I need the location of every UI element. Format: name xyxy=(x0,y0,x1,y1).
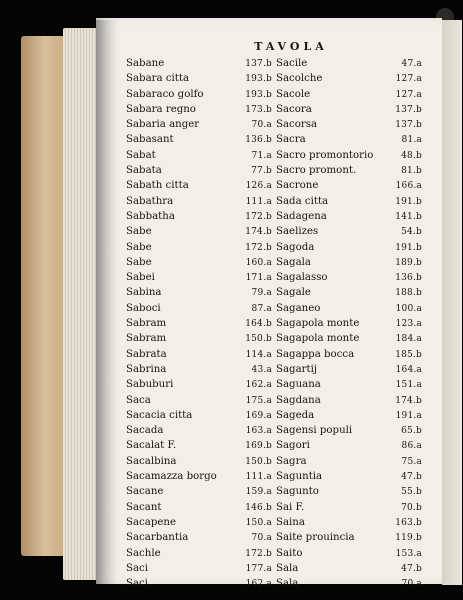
left-index-column xyxy=(126,56,276,591)
entry-name: Saite prouincia xyxy=(276,532,355,544)
index-entry xyxy=(126,438,276,453)
entry-name: Sabram xyxy=(126,318,167,330)
entry-name: Sagartij xyxy=(276,363,318,375)
entry-name: Sacane xyxy=(126,486,164,498)
entry-reference: 87.a xyxy=(251,303,272,314)
entry-reference: 119.b xyxy=(395,533,422,544)
entry-name: Saca xyxy=(126,394,151,406)
index-entry xyxy=(126,178,276,193)
entry-reference: 153.a xyxy=(395,548,422,559)
entry-name: Sagale xyxy=(276,287,311,299)
entry-reference: 159.a xyxy=(245,487,272,498)
entry-name: Sacile xyxy=(276,58,308,69)
entry-name: Sacalat F. xyxy=(126,440,177,452)
entry-name: Saito xyxy=(276,547,303,559)
index-entry xyxy=(276,178,426,193)
entry-name: Sabathra xyxy=(126,195,174,207)
index-entry xyxy=(276,423,426,438)
index-entry xyxy=(126,209,276,224)
entry-name: Saci xyxy=(126,562,149,574)
entry-reference: 151.a xyxy=(395,380,422,391)
entry-reference: 43.a xyxy=(251,364,272,375)
index-entry xyxy=(276,316,426,331)
index-entry xyxy=(276,530,426,545)
entry-name: Sagalasso xyxy=(276,272,328,284)
index-entry xyxy=(126,408,276,423)
index-entry xyxy=(126,148,276,163)
entry-reference: 123.a xyxy=(395,319,422,330)
entry-name: Sacamazza borgo xyxy=(126,471,217,483)
entry-reference: 65.b xyxy=(401,426,422,437)
entry-reference: 193.b xyxy=(245,74,272,85)
index-entry xyxy=(126,530,276,545)
entry-reference: 137.b xyxy=(245,59,272,69)
entry-name: Sagunto xyxy=(276,486,319,498)
running-head: TAVOLA xyxy=(254,40,328,53)
entry-name: Saguana xyxy=(276,379,321,391)
entry-reference: 162.a xyxy=(245,380,272,391)
entry-reference: 164.b xyxy=(245,319,272,330)
index-entry xyxy=(126,331,276,346)
entry-name: Sagapola monte xyxy=(276,318,360,330)
index-entry xyxy=(126,240,276,255)
index-entry xyxy=(276,285,426,300)
index-entry xyxy=(126,87,276,102)
entry-reference: 193.b xyxy=(245,89,272,100)
next-page-edge xyxy=(442,20,462,585)
entry-reference: 114.a xyxy=(245,349,272,360)
entry-reference: 127.a xyxy=(395,89,422,100)
entry-name: Saelizes xyxy=(276,226,319,238)
entry-reference: 188.b xyxy=(395,288,422,299)
index-entry xyxy=(126,423,276,438)
index-entry xyxy=(126,546,276,561)
entry-reference: 111.a xyxy=(245,472,272,483)
index-entry xyxy=(126,163,276,178)
entry-reference: 81.b xyxy=(401,166,422,177)
entry-name: Sabrina xyxy=(126,363,167,375)
index-entry xyxy=(276,347,426,362)
entry-reference: 171.a xyxy=(245,273,272,284)
entry-reference: 71.a xyxy=(251,150,272,161)
entry-name: Sagensi populi xyxy=(276,425,353,437)
entry-reference: 185.b xyxy=(395,349,422,360)
index-entry xyxy=(126,500,276,515)
entry-name: Sai F. xyxy=(276,501,305,513)
entry-name: Sabasant xyxy=(126,134,174,146)
entry-name: Sabat xyxy=(126,149,156,161)
entry-name: Sacant xyxy=(126,501,162,513)
entry-name: Sabath citta xyxy=(126,180,189,192)
entry-name: Sacalbina xyxy=(126,455,177,467)
index-entry xyxy=(276,362,426,377)
entry-name: Sabei xyxy=(126,272,155,284)
entry-name: Sabrata xyxy=(126,348,167,360)
entry-reference: 169.b xyxy=(245,441,272,452)
entry-name: Saboci xyxy=(126,302,161,314)
index-entry xyxy=(276,331,426,346)
entry-name: Saci xyxy=(126,578,149,590)
entry-name: Sagappa bocca xyxy=(276,348,355,360)
entry-name: Saguntia xyxy=(276,471,323,483)
entry-reference: 150.b xyxy=(245,456,272,467)
entry-reference: 172.b xyxy=(245,211,272,222)
index-entry xyxy=(126,194,276,209)
entry-reference: 126.a xyxy=(245,181,272,192)
entry-name: Sagdana xyxy=(276,394,321,406)
entry-reference: 141.b xyxy=(395,211,422,222)
entry-reference: 47.b xyxy=(401,563,422,574)
index-entry xyxy=(126,576,276,591)
index-entry xyxy=(126,393,276,408)
entry-name: Sala xyxy=(276,562,299,574)
entry-reference: 136.b xyxy=(395,273,422,284)
index-entry xyxy=(126,484,276,499)
entry-reference: 47.a xyxy=(401,59,422,69)
entry-name: Sabuburi xyxy=(126,379,174,391)
entry-reference: 160.a xyxy=(245,257,272,268)
entry-reference: 111.a xyxy=(245,196,272,207)
index-entry xyxy=(126,561,276,576)
entry-name: Sabane xyxy=(126,58,165,69)
entry-reference: 86.a xyxy=(401,441,422,452)
entry-reference: 77.b xyxy=(251,166,272,177)
index-entry xyxy=(276,301,426,316)
entry-name: Sacora xyxy=(276,103,312,115)
entry-reference: 174.b xyxy=(245,227,272,238)
entry-name: Sachle xyxy=(126,547,161,559)
right-index-column xyxy=(276,56,426,591)
index-entry xyxy=(276,500,426,515)
index-entry xyxy=(126,102,276,117)
entry-reference: 136.b xyxy=(245,135,272,146)
entry-reference: 177.a xyxy=(245,563,272,574)
entry-name: Sabara citta xyxy=(126,73,190,85)
index-entry xyxy=(276,194,426,209)
index-entry xyxy=(276,117,426,132)
index-entry xyxy=(126,469,276,484)
entry-name: Sabata xyxy=(126,165,162,177)
entry-reference: 81.a xyxy=(401,135,422,146)
entry-reference: 146.b xyxy=(245,502,272,513)
index-entry xyxy=(276,408,426,423)
entry-name: Sabe xyxy=(126,226,152,238)
entry-reference: 184.a xyxy=(395,334,422,345)
entry-reference: 150.a xyxy=(245,517,272,528)
entry-name: Sala xyxy=(276,578,299,590)
entry-name: Sagra xyxy=(276,455,307,467)
entry-name: Sacapene xyxy=(126,516,176,528)
index-entry xyxy=(276,484,426,499)
entry-reference: 173.b xyxy=(245,104,272,115)
entry-name: Sagori xyxy=(276,440,310,452)
entry-reference: 100.a xyxy=(395,303,422,314)
entry-reference: 172.b xyxy=(245,548,272,559)
index-entry xyxy=(276,240,426,255)
index-entry xyxy=(276,576,426,591)
index-entry xyxy=(126,270,276,285)
entry-name: Sacarbantia xyxy=(126,532,189,544)
entry-name: Sacolche xyxy=(276,73,323,85)
entry-name: Sageda xyxy=(276,409,315,421)
entry-reference: 127.a xyxy=(395,74,422,85)
entry-reference: 166.a xyxy=(395,181,422,192)
index-entry xyxy=(126,301,276,316)
entry-name: Sada citta xyxy=(276,195,329,207)
entry-reference: 169.a xyxy=(245,410,272,421)
entry-reference: 55.b xyxy=(401,487,422,498)
entry-reference: 162.a xyxy=(245,579,272,590)
entry-name: Sabina xyxy=(126,287,162,299)
index-entry xyxy=(276,87,426,102)
index-entry xyxy=(276,255,426,270)
entry-reference: 163.a xyxy=(245,426,272,437)
index-entry xyxy=(126,347,276,362)
entry-name: Saina xyxy=(276,516,305,528)
entry-reference: 191.a xyxy=(395,410,422,421)
entry-name: Sacacia citta xyxy=(126,409,193,421)
entry-reference: 70.a xyxy=(251,120,272,131)
entry-reference: 175.a xyxy=(245,395,272,406)
index-entry xyxy=(126,255,276,270)
entry-name: Sacro promontorio xyxy=(276,149,374,161)
index-entry xyxy=(276,163,426,178)
index-entry xyxy=(276,56,426,71)
entry-reference: 48.b xyxy=(401,150,422,161)
index-entry xyxy=(276,438,426,453)
index-entry xyxy=(126,285,276,300)
entry-reference: 70.a xyxy=(401,579,422,590)
entry-reference: 172.b xyxy=(245,242,272,253)
entry-name: Sagapola monte xyxy=(276,333,360,345)
index-entry xyxy=(276,561,426,576)
index-entry xyxy=(126,132,276,147)
index-entry xyxy=(276,393,426,408)
entry-reference: 137.b xyxy=(395,104,422,115)
index-entry xyxy=(276,469,426,484)
index-entry xyxy=(126,224,276,239)
index-entry xyxy=(276,270,426,285)
entry-name: Sacrone xyxy=(276,180,319,192)
index-entry xyxy=(126,377,276,392)
entry-reference: 54.b xyxy=(401,227,422,238)
spine-shadow xyxy=(96,20,118,585)
index-page xyxy=(96,18,442,590)
entry-name: Sacra xyxy=(276,134,306,146)
entry-name: Sacole xyxy=(276,88,311,100)
entry-reference: 174.b xyxy=(395,395,422,406)
entry-name: Sadagena xyxy=(276,210,327,222)
entry-name: Sabbatha xyxy=(126,210,175,222)
entry-name: Sacorsa xyxy=(276,119,318,131)
entry-name: Sagala xyxy=(276,256,311,268)
index-columns xyxy=(118,56,428,590)
index-entry xyxy=(276,515,426,530)
entry-reference: 47.b xyxy=(401,472,422,483)
entry-reference: 70.a xyxy=(251,533,272,544)
index-entry xyxy=(276,209,426,224)
entry-reference: 163.b xyxy=(395,517,422,528)
entry-reference: 137.b xyxy=(395,120,422,131)
entry-reference: 164.a xyxy=(395,364,422,375)
index-entry xyxy=(126,117,276,132)
entry-name: Sagoda xyxy=(276,241,315,253)
index-entry xyxy=(276,148,426,163)
index-entry xyxy=(276,377,426,392)
index-entry xyxy=(276,71,426,86)
entry-name: Sabaria anger xyxy=(126,119,200,131)
index-entry xyxy=(276,546,426,561)
entry-reference: 70.b xyxy=(401,502,422,513)
entry-name: Sacada xyxy=(126,425,164,437)
index-entry xyxy=(276,454,426,469)
entry-reference: 189.b xyxy=(395,257,422,268)
entry-name: Sabaraco golfo xyxy=(126,88,204,100)
index-entry xyxy=(276,102,426,117)
entry-reference: 79.a xyxy=(251,288,272,299)
index-entry xyxy=(276,224,426,239)
index-entry xyxy=(126,316,276,331)
entry-reference: 191.b xyxy=(395,196,422,207)
entry-name: Saganeo xyxy=(276,302,321,314)
index-entry xyxy=(126,454,276,469)
entry-name: Sacro promont. xyxy=(276,165,357,177)
index-entry xyxy=(126,362,276,377)
index-entry xyxy=(126,515,276,530)
entry-name: Sabe xyxy=(126,241,152,253)
index-entry xyxy=(276,132,426,147)
entry-reference: 191.b xyxy=(395,242,422,253)
index-entry xyxy=(126,71,276,86)
index-entry xyxy=(126,56,276,71)
entry-reference: 75.a xyxy=(401,456,422,467)
entry-name: Sabram xyxy=(126,333,167,345)
entry-reference: 150.b xyxy=(245,334,272,345)
entry-name: Sabara regno xyxy=(126,103,196,115)
entry-name: Sabe xyxy=(126,256,152,268)
